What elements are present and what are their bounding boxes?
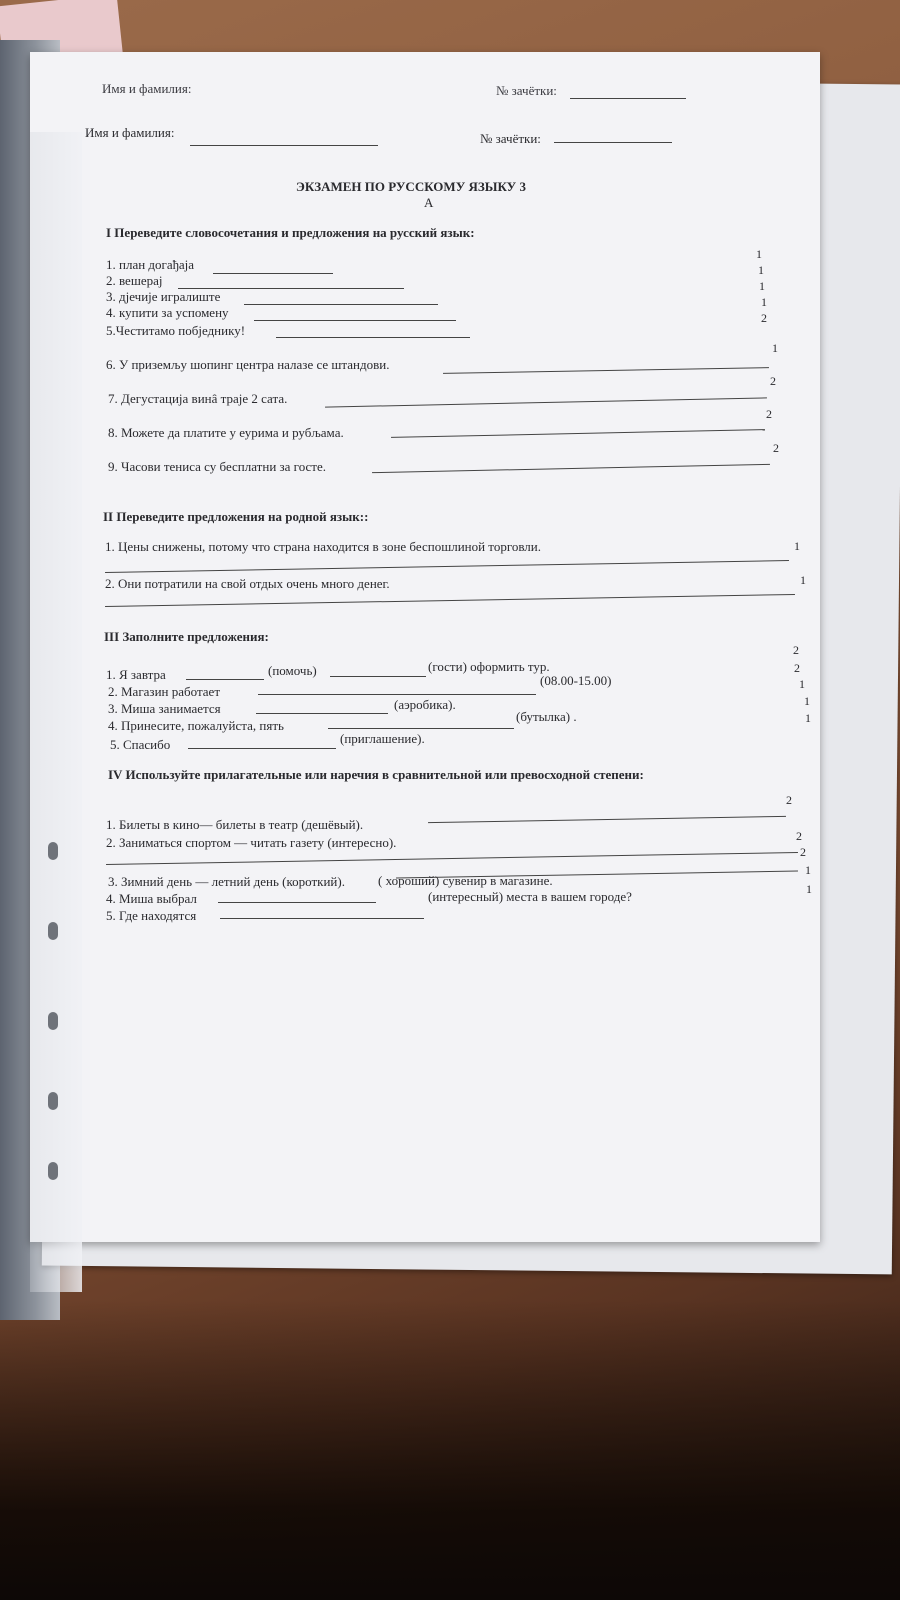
- points: 1: [805, 711, 811, 725]
- answer-line: [330, 676, 426, 677]
- faint-name-label: Имя и фамилия:: [102, 81, 192, 96]
- s2-item-1: 1. Цены снижены, потому что страна находится в зоне беспошлиной торговли.: [105, 539, 541, 554]
- points: 2: [770, 374, 776, 388]
- s4-item-3: 3. Зимний день — летний день (короткий).: [108, 874, 345, 889]
- answer-line: [258, 694, 536, 695]
- answer-line: [220, 918, 424, 919]
- name-line: [190, 145, 378, 146]
- points: 1: [758, 263, 764, 277]
- plastic-sleeve: [30, 132, 82, 1292]
- answer-line: [186, 679, 264, 680]
- record-line: [554, 142, 672, 143]
- section-4-heading: IV Используйте прилагательные или наречия в сравнительной или превосходной степени:: [108, 767, 644, 782]
- points: 2: [766, 407, 772, 421]
- s3-item-5: 5. Спасибо: [110, 737, 171, 752]
- faint-record-line: [570, 98, 686, 99]
- points: 1: [805, 863, 811, 877]
- points: 1: [804, 694, 810, 708]
- answer-line: [218, 902, 376, 903]
- s4-item-5: 5. Где находятся: [106, 908, 197, 923]
- s4-item-4-hint: ( хороший) сувенир в магазине.: [378, 873, 553, 888]
- s1-item-4: 4. купити за успомену: [106, 305, 229, 320]
- s1-item-2: 2. вешерај: [106, 273, 163, 288]
- answer-line: [244, 304, 438, 305]
- faint-record-label: № зачётки:: [496, 83, 557, 98]
- punch-hole: [48, 1012, 58, 1030]
- points: 1: [761, 295, 767, 309]
- points: 1: [800, 573, 806, 587]
- s1-item-8: 8. Можете да платите у еурима и рубљама.: [108, 425, 344, 440]
- s4-item-1: 1. Билеты в кино— билеты в театр (дешёвый).: [106, 817, 364, 832]
- s4-item-5-hint: (интересный) места в вашем городе?: [428, 889, 632, 904]
- points: 2: [773, 441, 779, 455]
- points: 1: [772, 341, 778, 355]
- s3-item-2-hint: (08.00-15.00): [540, 673, 612, 688]
- points: 2: [786, 793, 792, 807]
- section-3-heading: III Заполните предложения:: [104, 629, 269, 644]
- points: 1: [756, 247, 762, 261]
- answer-line: [213, 273, 333, 274]
- s1-item-7: 7. Дегустација винâ траје 2 сата.: [108, 391, 288, 406]
- s3-item-4-hint: (бутылка) .: [516, 709, 577, 724]
- punch-hole: [48, 1162, 58, 1180]
- s4-item-4: 4. Миша выбрал: [106, 891, 197, 906]
- section-1-heading: I Переведите словосочетания и предложения на русский язык:: [106, 225, 475, 240]
- punch-hole: [48, 1092, 58, 1110]
- s1-item-3: 3. дјечије игралиште: [106, 289, 221, 304]
- answer-line: [443, 367, 769, 374]
- answer-line: [391, 429, 765, 438]
- points: 1: [806, 882, 812, 896]
- s4-item-2: 2. Заниматься спортом — читать газету (интересно).: [106, 835, 397, 850]
- s1-item-9: 9. Часови тениса су бесплатни за госте.: [108, 459, 326, 474]
- exam-variant: A: [424, 195, 434, 210]
- s3-item-1: 1. Я завтра: [106, 667, 166, 682]
- points: 2: [800, 845, 806, 859]
- answer-line: [276, 337, 470, 338]
- points: 2: [793, 643, 799, 657]
- s3-item-3-hint: (аэробика).: [394, 697, 456, 712]
- s3-item-3: 3. Миша занимается: [108, 701, 221, 716]
- exam-sheet: [30, 52, 820, 1242]
- answer-line: [328, 728, 514, 729]
- exam-title: ЭКЗАМЕН ПО РУССКОМУ ЯЗЫКУ 3: [296, 179, 526, 194]
- table-shadow: [0, 1300, 900, 1600]
- punch-hole: [48, 842, 58, 860]
- answer-line: [256, 713, 388, 714]
- s1-item-1: 1. план догађаја: [106, 257, 195, 272]
- s3-item-1-hint2: (гости) оформить тур.: [428, 659, 550, 674]
- points: 2: [794, 661, 800, 675]
- s3-item-5-hint: (приглашение).: [340, 731, 425, 746]
- points: 1: [799, 677, 805, 691]
- answer-line: [106, 852, 798, 865]
- points: 1: [794, 539, 800, 553]
- s2-item-2: 2. Они потратили на свой отдых очень много денег.: [105, 576, 390, 591]
- answer-line: [428, 816, 786, 823]
- section-2-heading: II Переведите предложения на родной язык::: [103, 509, 369, 524]
- name-label: Имя и фамилия:: [85, 125, 175, 140]
- answer-line: [188, 748, 336, 749]
- points: 2: [796, 829, 802, 843]
- s3-item-2: 2. Магазин работает: [108, 684, 221, 699]
- answer-line: [105, 560, 789, 573]
- answer-line: [372, 464, 770, 473]
- s1-item-5: 5.Честитамо побједнику!: [106, 323, 246, 338]
- s3-item-1-hint1: (помочь): [268, 663, 317, 678]
- answer-line: [105, 594, 795, 607]
- points: 2: [761, 311, 767, 325]
- answer-line: [325, 397, 767, 407]
- record-label: № зачётки:: [480, 131, 541, 146]
- points: 1: [759, 279, 765, 293]
- punch-hole: [48, 922, 58, 940]
- s3-item-4: 4. Принесите, пожалуйста, пять: [108, 718, 284, 733]
- answer-line: [254, 320, 456, 321]
- s1-item-6: 6. У приземљу шопинг центра налазе се штандови.: [106, 357, 390, 372]
